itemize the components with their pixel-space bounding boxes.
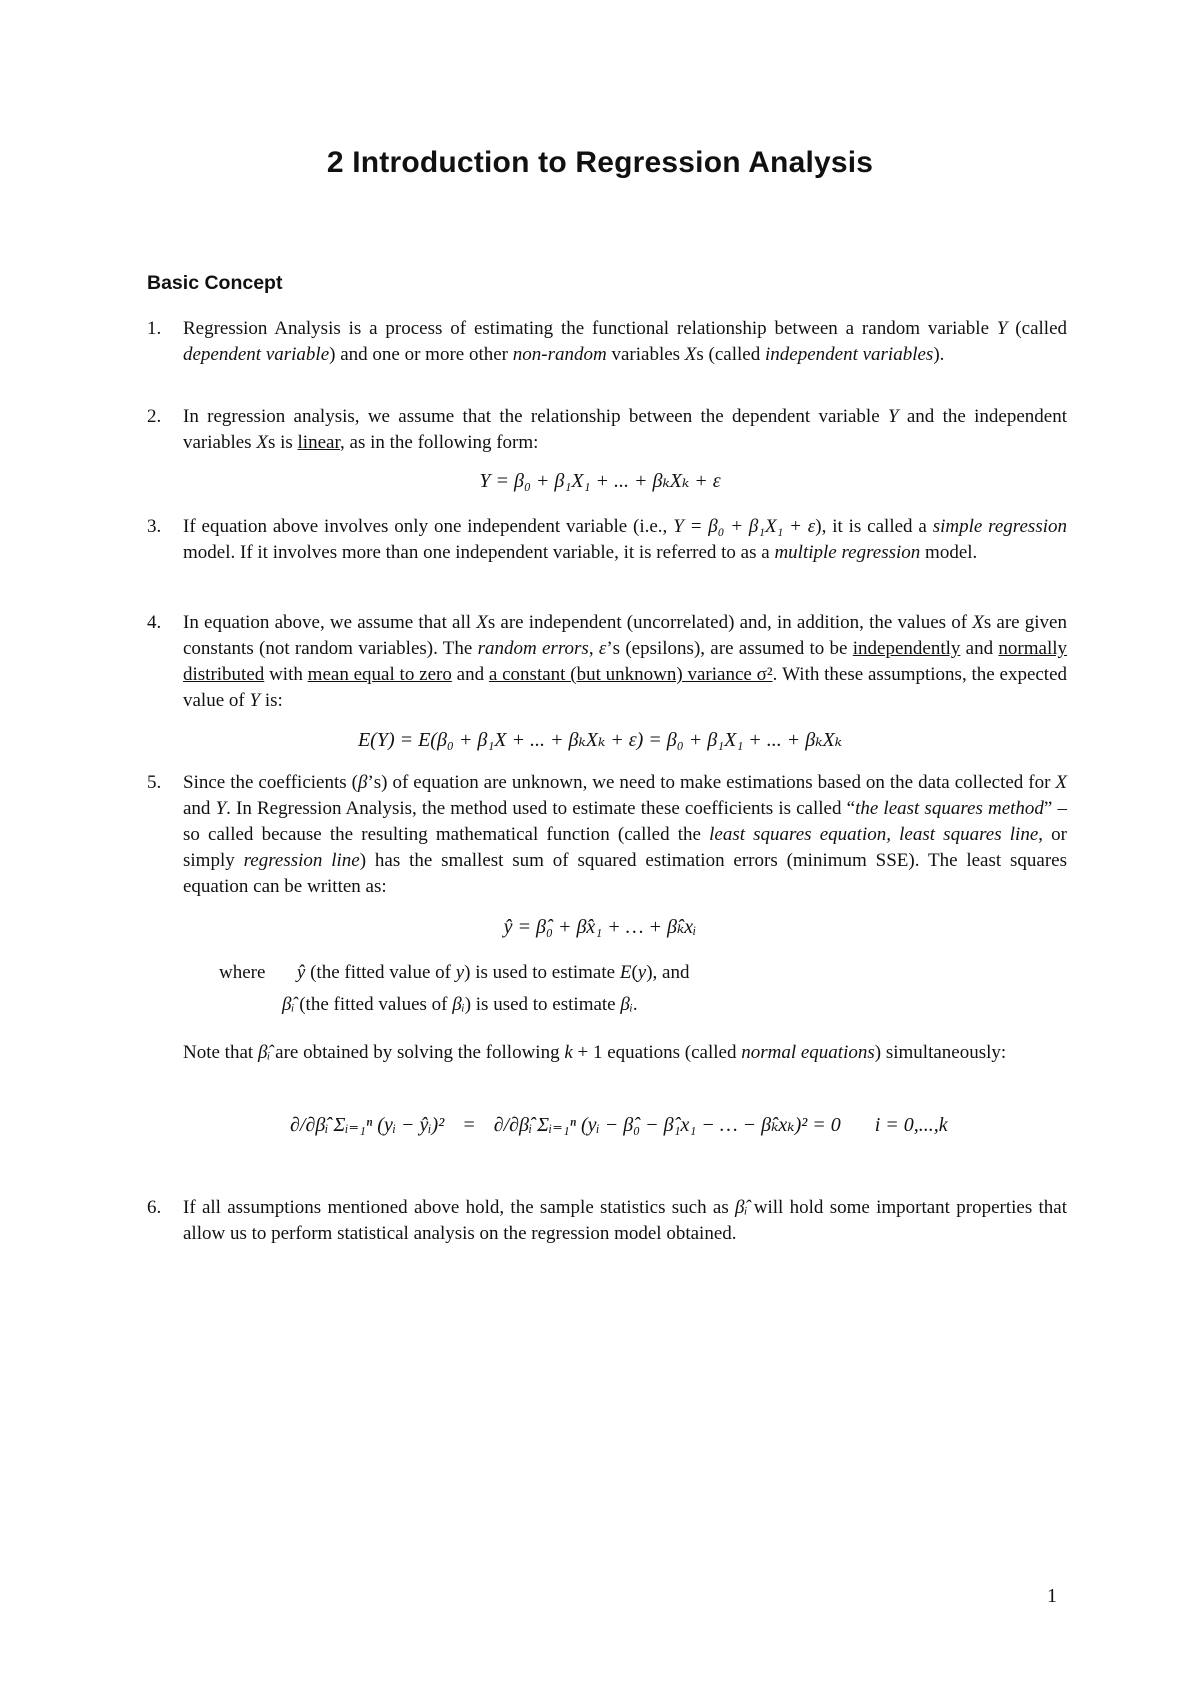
text-run: variables [606, 344, 685, 365]
text-run: If all assumptions mentioned above hold, the sample statistics such as [183, 1197, 736, 1218]
text-run: s is [267, 432, 298, 453]
list-item [147, 316, 1067, 368]
normal-eq-index: i = 0,...,k [874, 1114, 948, 1136]
underlined-text: linear [297, 432, 341, 453]
where-row1-text [310, 962, 689, 983]
betahat-symbol: β̂ᵢ [282, 994, 295, 1015]
item-number: 3. [147, 516, 162, 537]
expected-value-equation: E(Y) = E(β₀ + β₁X + ... + βₖXₖ + ε) = β₀ + β₁X₁ + ... + βₖXₖ [357, 729, 843, 751]
item-text [183, 610, 1067, 714]
text-run: In regression analysis, we assume that the relationship between the dependent variable [183, 406, 888, 427]
italic-text: βᵢ [620, 994, 633, 1015]
text-run: is: [260, 690, 283, 711]
normal-equations [290, 1112, 948, 1168]
note-paragraph [147, 1040, 1067, 1066]
underlined-text: mean equal to zero [307, 664, 452, 685]
text-run: and [960, 638, 999, 659]
list-item [147, 1195, 1067, 1247]
italic-text: dependent variable [183, 344, 330, 365]
normal-eq-right: ∂/∂β̂ᵢ Σᵢ₌₁ⁿ (yᵢ − β̂₀ − β̂₁x₁ − … − β̂ₖxₖ)² = 0 [493, 1114, 841, 1136]
underlined-text: a constant (but unknown) variance σ² [488, 664, 773, 685]
text-run: ) has the smallest sum of squared estimation errors (minimum SSE). The least squares equation can be written as: [183, 850, 1067, 897]
text-run: and [183, 798, 216, 819]
item-text [183, 316, 1067, 368]
underlined-text: normally distributed [183, 638, 1068, 685]
text-run: (called [1007, 318, 1067, 339]
chapter-title: 2 Introduction to Regression Analysis [326, 146, 874, 179]
italic-text: X [1055, 772, 1068, 793]
normal-eq-equals: = [462, 1114, 476, 1136]
text-run: and the independent variables [183, 406, 1067, 453]
text-run: will hold some important properties that allow us to perform statistical analysis on the regression model obtained. [183, 1197, 1068, 1244]
item-text [183, 770, 1067, 900]
least-squares-equation: ŷ = β̂₀ + β̂x₁ + … + β̂ₖxᵢ [503, 916, 697, 938]
item-number: 2. [147, 406, 162, 427]
item-number: 1. [147, 318, 162, 339]
text-run: , or simply [183, 824, 1067, 871]
text-run: ) and one or more other [329, 344, 513, 365]
text-run: ” – so called because the resulting mathematical function (called the [183, 798, 1067, 845]
text-run: ’s) of equation are unknown, we need to make estimations based on the data collected for [367, 772, 1056, 793]
text-run: Note that [183, 1042, 258, 1063]
where-label: where [219, 962, 266, 983]
italic-text: β̂ᵢ [257, 1042, 271, 1063]
list-item [147, 770, 1067, 900]
italic-text: X [684, 344, 697, 365]
italic-text: Y [996, 318, 1008, 339]
page-number: 1 [1047, 1585, 1057, 1607]
italic-text: Y [249, 690, 261, 711]
item-number: 4. [147, 612, 162, 633]
italic-text: k [564, 1042, 573, 1063]
text-run: , as in the following form: [340, 432, 539, 453]
italic-text: normal equations [741, 1042, 875, 1063]
italic-text: X [256, 432, 268, 453]
text-run: . With these assumptions, the expected value of [183, 664, 1068, 711]
where-row-yhat [219, 960, 689, 986]
text-run: ). [933, 344, 945, 365]
italic-text: β̂ᵢ [735, 1197, 748, 1218]
text-run: are obtained by solving the following [270, 1042, 565, 1063]
text-run: s are independent (uncorrelated) and, in addition, the values of [487, 612, 973, 633]
note-text [183, 1040, 1067, 1066]
italic-text: random errors [477, 638, 589, 659]
text-run: s (called [696, 344, 765, 365]
normal-eq-left: ∂/∂β̂ᵢ Σᵢ₌₁ⁿ (yᵢ − ŷᵢ)² [290, 1114, 445, 1136]
text-run: model. If it involves more than one independent variable, it is referred to as a [183, 542, 775, 563]
text-run: s are given constants (not random variables). The [183, 612, 1067, 659]
regression-model-equation: Y = β₀ + β₁X₁ + ... + βₖXₖ + ε [479, 470, 721, 492]
italic-text: ε [598, 638, 607, 659]
underlined-text: independently [852, 638, 961, 659]
where-row-betahat [282, 992, 638, 1018]
text-run: with [264, 664, 308, 685]
text-run: ), and [646, 962, 690, 983]
yhat-symbol: ŷ [296, 962, 306, 983]
italic-text: βᵢ [452, 994, 465, 1015]
text-run: . [632, 994, 638, 1015]
item-text [183, 1195, 1067, 1247]
text-run: . In Regression Analysis, the method used to estimate these coefficients is called “ [226, 798, 856, 819]
text-run: and [451, 664, 489, 685]
item-number: 6. [147, 1197, 162, 1218]
item-number: 5. [147, 772, 162, 793]
item-text [183, 514, 1067, 566]
text-run: (the fitted value of [310, 962, 456, 983]
italic-text: X [972, 612, 984, 633]
italic-text: y [637, 962, 647, 983]
italic-text: Y [215, 798, 227, 819]
text-run: ( [631, 962, 638, 983]
text-run: model. [920, 542, 978, 563]
section-heading: Basic Concept [147, 272, 283, 294]
text-run: ) simultaneously: [874, 1042, 1007, 1063]
italic-text: Y [887, 406, 899, 427]
list-item [147, 514, 1067, 566]
italic-text: Y = β₀ + β₁X₁ + ε [673, 516, 816, 537]
text-run: ’s (epsilons), are assumed to be [606, 638, 853, 659]
where-row2-text [299, 994, 637, 1015]
italic-text: non-random [512, 344, 607, 365]
list-item [147, 404, 1067, 456]
text-run: ) is used to estimate [464, 994, 621, 1015]
italic-text: regression line [243, 850, 360, 871]
list-item [147, 610, 1067, 714]
text-run: Regression Analysis is a process of estimating the functional relationship between a random variable [183, 318, 997, 339]
text-run: ) is used to estimate [464, 962, 620, 983]
italic-text: simple regression [932, 516, 1067, 537]
text-run: If equation above involves only one independent variable (i.e., [183, 516, 674, 537]
item-text [183, 404, 1067, 456]
italic-text: least squares equation, least squares line [709, 824, 1039, 845]
text-run: ), it is called a [815, 516, 933, 537]
italic-text: multiple regression [774, 542, 921, 563]
italic-text: X [476, 612, 488, 633]
italic-text: β [357, 772, 368, 793]
text-run: (the fitted values of [299, 994, 453, 1015]
italic-text: E [619, 962, 632, 983]
text-run: , [588, 638, 599, 659]
text-run: In equation above, we assume that all [183, 612, 477, 633]
text-run: Since the coefficients ( [183, 772, 358, 793]
italic-text: y [455, 962, 465, 983]
text-run: + 1 equations (called [572, 1042, 742, 1063]
italic-text: the least squares method [855, 798, 1044, 819]
italic-text: independent variables [764, 344, 934, 365]
